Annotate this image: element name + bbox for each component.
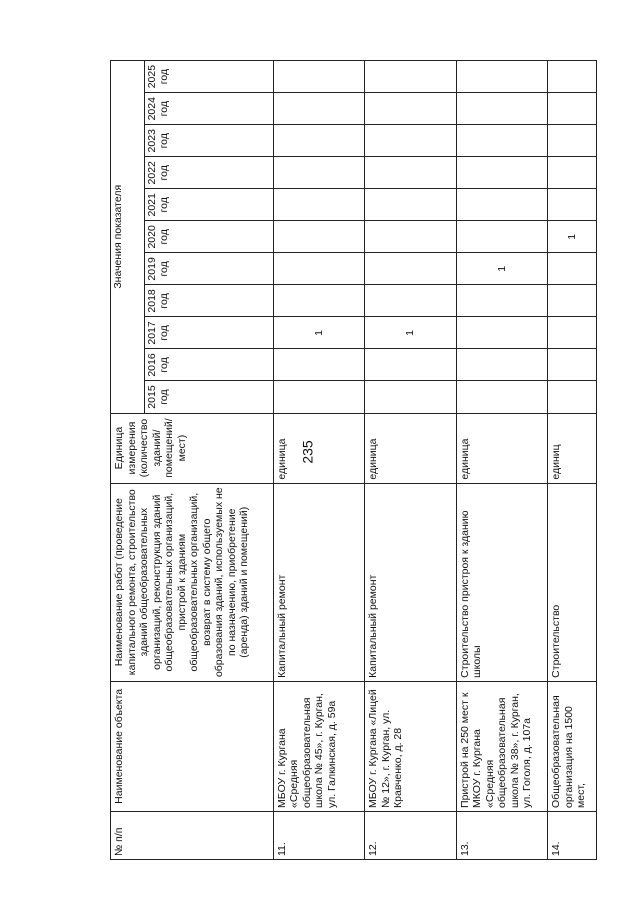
- value-2016: [548, 349, 597, 381]
- value-2017: [456, 317, 547, 349]
- header-unit: Единица измерения (количество зданий/ помещений/ мест): [111, 413, 274, 483]
- row-object: МБОУ г. Кургана «Лицей № 12», г. Курган, ул. Кравченко, д. 28: [365, 681, 456, 811]
- header-year-2024: 2024 год: [145, 93, 274, 125]
- header-year-2022: 2022 год: [145, 157, 274, 189]
- value-2019: [273, 253, 364, 285]
- table-row: [273, 61, 364, 860]
- value-2023: [548, 125, 597, 157]
- row-object: МБОУ г. Кургана «Средняя общеобразовательная школа № 45», г. Курган, ул. Галкинская, д. 59а: [273, 681, 364, 811]
- row-work: Строительство: [548, 483, 597, 681]
- value-2021: [365, 189, 456, 221]
- table-row: [548, 61, 597, 860]
- header-num: № п/п: [111, 811, 274, 859]
- row-unit: единиц: [548, 413, 597, 483]
- value-2025: [548, 61, 597, 93]
- header-year-2016: 2016 год: [145, 349, 274, 381]
- row-num: 12.: [365, 811, 456, 859]
- value-2018: [548, 285, 597, 317]
- value-2015: [456, 381, 547, 413]
- page-number: 235: [299, 440, 316, 464]
- value-2019: [365, 253, 456, 285]
- value-2022: [273, 157, 364, 189]
- rotated-table-container: [110, 60, 597, 860]
- value-2019: 1: [456, 253, 547, 285]
- value-2020: [273, 221, 364, 253]
- row-work: Капитальный ремонт: [273, 483, 364, 681]
- row-object: Общеобразовательная организация на 1500 мест,: [548, 681, 597, 811]
- value-2025: [273, 61, 364, 93]
- value-2020: [456, 221, 547, 253]
- value-2015: [548, 381, 597, 413]
- header-year-2025: 2025 год: [145, 61, 274, 93]
- header-year-2015: 2015 год: [145, 381, 274, 413]
- value-2019: [548, 253, 597, 285]
- table-row: [365, 61, 456, 860]
- value-2025: [456, 61, 547, 93]
- header-year-2017: 2017 год: [145, 317, 274, 349]
- value-2023: [365, 125, 456, 157]
- value-2022: [456, 157, 547, 189]
- value-2017: 1: [365, 317, 456, 349]
- value-2024: [456, 93, 547, 125]
- value-2015: [365, 381, 456, 413]
- value-2021: [548, 189, 597, 221]
- row-unit: единица: [365, 413, 456, 483]
- value-2018: [365, 285, 456, 317]
- row-object: Пристрой на 250 мест к МКОУ г. Кургана «Средняя общеобразовательная школа № 38», г. Курган, ул. Гоголя, д. 107а: [456, 681, 547, 811]
- table-row: [456, 61, 547, 860]
- row-num: 13.: [456, 811, 547, 859]
- value-2024: [273, 93, 364, 125]
- value-2023: [456, 125, 547, 157]
- header-year-2019: 2019 год: [145, 253, 274, 285]
- header-work: Наименование работ (проведение капитального ремонта, строительство зданий общеобразовательных организаций, реконструкция зданий общеобразовательных организаций, пристрой к зданиям общеобразовательных организаций, возврат в систему общего образования зданий, используемых не по назначению, приобретение (аренда) зданий и помещений): [111, 483, 274, 681]
- value-2024: [548, 93, 597, 125]
- row-work: Капитальный ремонт: [365, 483, 456, 681]
- value-2022: [365, 157, 456, 189]
- value-2022: [548, 157, 597, 189]
- value-2018: [273, 285, 364, 317]
- header-year-2021: 2021 год: [145, 189, 274, 221]
- value-2015: [273, 381, 364, 413]
- row-num: 11.: [273, 811, 364, 859]
- value-2017: 1: [273, 317, 364, 349]
- header-year-2023: 2023 год: [145, 125, 274, 157]
- row-unit: единица: [456, 413, 547, 483]
- header-indicator: Значения показателя: [111, 61, 145, 414]
- header-object: Наименование объекта: [111, 681, 274, 811]
- value-2016: [273, 349, 364, 381]
- value-2017: [548, 317, 597, 349]
- value-2016: [365, 349, 456, 381]
- value-2020: [365, 221, 456, 253]
- header-year-2020: 2020 год: [145, 221, 274, 253]
- value-2018: [456, 285, 547, 317]
- value-2016: [456, 349, 547, 381]
- value-2023: [273, 125, 364, 157]
- row-unit: единица: [273, 413, 364, 483]
- value-2020: 1: [548, 221, 597, 253]
- value-2021: [456, 189, 547, 221]
- row-num: 14.: [548, 811, 597, 859]
- value-2025: [365, 61, 456, 93]
- school-objects-table: [110, 60, 597, 860]
- header-year-2018: 2018 год: [145, 285, 274, 317]
- value-2024: [365, 93, 456, 125]
- value-2021: [273, 189, 364, 221]
- row-work: Строительство пристроя к зданию школы: [456, 483, 547, 681]
